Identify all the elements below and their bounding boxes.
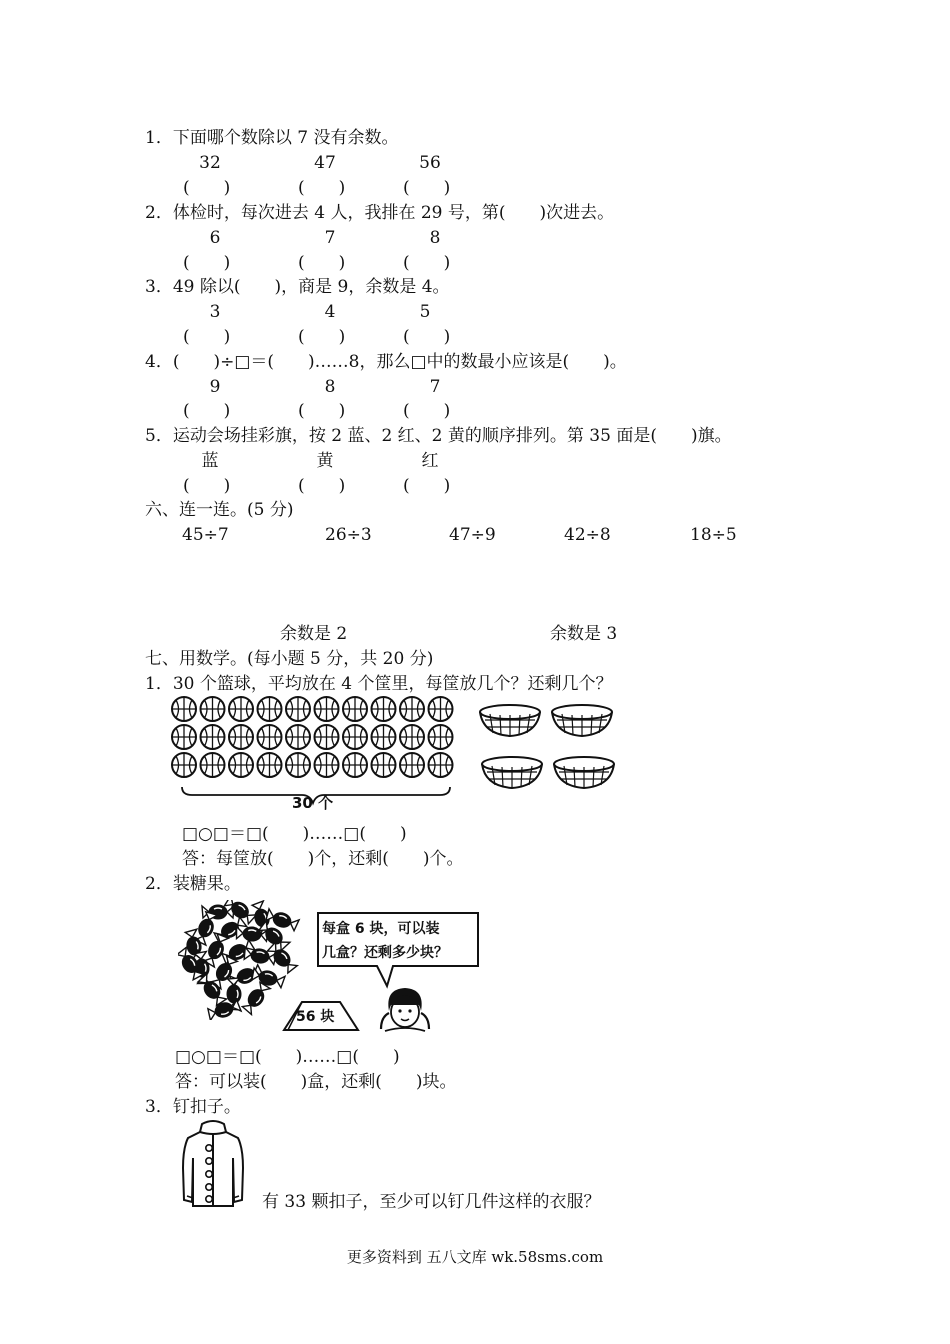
button-icon <box>206 1171 212 1177</box>
basketball-icon <box>343 753 367 777</box>
match-expression[interactable]: 42÷8 <box>564 525 611 545</box>
basketball-icon <box>258 697 282 721</box>
question-5-stem: 5．运动会场挂彩旗，按 2 蓝、2 红、2 黄的顺序排列。第 35 面是( )旗。 <box>145 426 732 446</box>
q7-2-answer[interactable]: 答：可以装( )盒，还剩( )块。 <box>175 1072 457 1092</box>
question-1-stem: 1．下面哪个数除以 7 没有余数。 <box>145 128 399 148</box>
section-7-title: 七、用数学。(每小题 5 分，共 20 分) <box>145 649 434 669</box>
q4-option-b: 8 <box>324 377 336 397</box>
candy-icon <box>241 981 271 1015</box>
match-expression[interactable]: 26÷3 <box>325 525 372 545</box>
button-icon <box>206 1196 212 1202</box>
basketball-icon <box>201 725 225 749</box>
q3-paren-a[interactable]: ( ) <box>183 327 231 347</box>
basket-icon <box>554 757 614 788</box>
girl-icon <box>375 985 435 1035</box>
basketball-icon <box>258 725 282 749</box>
candy-icon <box>251 967 286 989</box>
q3-option-a: 3 <box>209 302 221 322</box>
q3-paren-c[interactable]: ( ) <box>403 327 451 347</box>
q5-paren-c[interactable]: ( ) <box>403 476 451 496</box>
q2-option-b: 7 <box>324 228 336 248</box>
q2-paren-a[interactable]: ( ) <box>183 253 231 273</box>
basketball-icon <box>286 697 310 721</box>
question-3-stem: 3．49 除以( )，商是 9，余数是 4。 <box>145 277 450 297</box>
basketball-icon <box>315 753 339 777</box>
q5-option-c: 红 <box>421 451 439 471</box>
q1-paren-b[interactable]: ( ) <box>298 178 346 198</box>
q3-paren-b[interactable]: ( ) <box>298 327 346 347</box>
q7-1-formula[interactable]: □○□＝□( )……□( ) <box>182 824 407 844</box>
basket-icon <box>480 705 540 736</box>
q5-option-b: 黄 <box>316 451 334 471</box>
candy-icon <box>207 999 242 1020</box>
bubble-line-1: 每盒 6 块，可以装 <box>322 921 440 937</box>
basketball-icon <box>400 725 424 749</box>
q1-option-a: 32 <box>199 153 221 173</box>
button-icon <box>206 1158 212 1164</box>
basketball-icon <box>172 753 196 777</box>
basket-icon <box>552 705 612 736</box>
basketball-icon <box>201 753 225 777</box>
basketball-icon <box>372 697 396 721</box>
q2-paren-b[interactable]: ( ) <box>298 253 346 273</box>
q4-option-a: 9 <box>209 377 221 397</box>
basketball-icon <box>315 697 339 721</box>
balls-count-label: 30 个 <box>292 794 334 812</box>
q3-option-c: 5 <box>419 302 431 322</box>
q1-paren-c[interactable]: ( ) <box>403 178 451 198</box>
basketball-icon <box>229 725 253 749</box>
q2-option-a: 6 <box>209 228 221 248</box>
basketball-icon <box>229 697 253 721</box>
button-icon <box>206 1184 212 1190</box>
q5-paren-a[interactable]: ( ) <box>183 476 231 496</box>
basketball-icon <box>400 697 424 721</box>
basketball-icon <box>258 753 282 777</box>
shirt-icon <box>178 1118 248 1210</box>
page-footer: 更多资料到 五八文库 wk.58sms.com <box>346 1248 604 1266</box>
q7-1-answer[interactable]: 答：每筐放( )个，还剩( )个。 <box>182 849 464 869</box>
q2-option-c: 8 <box>429 228 441 248</box>
section-6-title: 六、连一连。(5 分) <box>145 500 294 520</box>
basketball-icon <box>429 753 453 777</box>
q5-option-a: 蓝 <box>201 451 219 471</box>
button-icon <box>206 1145 212 1151</box>
q7-2-formula[interactable]: □○□＝□( )……□( ) <box>175 1047 400 1067</box>
basketball-icon <box>201 697 225 721</box>
basketball-icon <box>286 725 310 749</box>
q4-paren-c[interactable]: ( ) <box>403 401 451 421</box>
q7-1-stem: 1．30 个篮球，平均放在 4 个筐里，每筐放几个？还剩几个？ <box>145 674 613 694</box>
q5-paren-b[interactable]: ( ) <box>298 476 346 496</box>
q4-paren-b[interactable]: ( ) <box>298 401 346 421</box>
basketball-icon <box>400 753 424 777</box>
q1-paren-a[interactable]: ( ) <box>183 178 231 198</box>
basketball-icon <box>343 725 367 749</box>
basketball-icon <box>172 697 196 721</box>
match-expression[interactable]: 18÷5 <box>690 525 737 545</box>
q7-3-question: 有 33 颗扣子，至少可以钉几件这样的衣服？ <box>262 1192 601 1212</box>
basketball-icon <box>229 753 253 777</box>
question-4-stem: 4．( )÷□＝( )……8，那么□中的数最小应该是( )。 <box>145 352 627 372</box>
q3-option-b: 4 <box>324 302 336 322</box>
q4-paren-a[interactable]: ( ) <box>183 401 231 421</box>
basketball-icon <box>286 753 310 777</box>
q1-option-b: 47 <box>314 153 336 173</box>
basketball-icon <box>315 725 339 749</box>
q1-option-c: 56 <box>419 153 441 173</box>
q7-2-stem: 2．装糖果。 <box>145 874 241 894</box>
q2-paren-c[interactable]: ( ) <box>403 253 451 273</box>
match-expression[interactable]: 45÷7 <box>182 525 229 545</box>
basketball-icon <box>429 725 453 749</box>
match-target-remainder-2[interactable]: 余数是 2 <box>280 624 348 644</box>
match-expression[interactable]: 47÷9 <box>449 525 496 545</box>
basketball-icon <box>372 753 396 777</box>
q7-3-stem: 3．钉扣子。 <box>145 1097 241 1117</box>
basketball-icon <box>372 725 396 749</box>
basketball-icon <box>429 697 453 721</box>
bubble-line-2: 几盒？还剩多少块？ <box>322 945 448 961</box>
baskets-figure <box>475 700 620 800</box>
question-2-stem: 2．体检时，每次进去 4 人，我排在 29 号，第( )次进去。 <box>145 203 615 223</box>
candy-count-sign: 56 块 <box>296 1009 335 1025</box>
q4-option-c: 7 <box>429 377 441 397</box>
candy-icon <box>213 916 248 945</box>
match-target-remainder-3[interactable]: 余数是 3 <box>550 624 618 644</box>
basketball-icon <box>172 725 196 749</box>
basket-icon <box>482 757 542 788</box>
basketball-icon <box>343 697 367 721</box>
